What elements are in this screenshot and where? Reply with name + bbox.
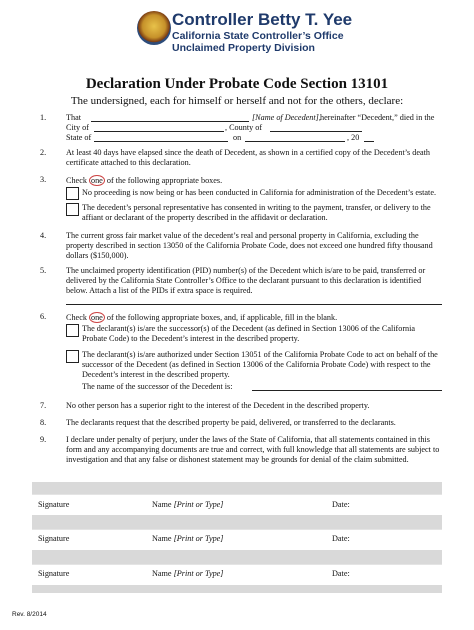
item1-year-label: , 20 <box>347 133 360 142</box>
signature-band <box>32 515 442 529</box>
signature-row-3 <box>32 564 442 586</box>
item6-instruction: Check one of the following appropriate boxes, and, if applicable, fill in the blank. <box>66 313 338 322</box>
item-number-4: 4. <box>40 231 47 240</box>
date-label: Date: <box>332 534 350 543</box>
item5-text: The unclaimed property identification (PID) number(s) of the Decedent which is/are to be paid, transferred or delivered by the California State Controller’s Office to the declarant pursuant to this declaration is identified below. Attach a list of the PIDs if extra space is required. <box>66 266 426 295</box>
signature-row-2 <box>32 529 442 551</box>
item9-text: I declare under penalty of perjury, under the laws of the State of California, that all statements contained in this form and any accompanying documents are true and correct, with full knowledge that all statements are subject to investigation and that any false or dishonest statement may be grounds for denial of the claim submitted. <box>66 435 440 464</box>
item-number-7: 7. <box>40 401 47 410</box>
date-label: Date: <box>332 569 350 578</box>
county-field[interactable] <box>270 131 362 132</box>
item8-text: The declarants request that the described property be paid, delivered, or transferred to the declarants. <box>66 418 396 427</box>
division-name: Unclaimed Property Division <box>172 42 315 54</box>
item7-text: No other person has a superior right to the interest of the Decedent in the described property. <box>66 401 370 410</box>
item6-option1-text: The declarant(s) is/are the successor(s) of the Decedent (as defined in Section 13006 of the California Probate Code) to the Decedent’s interest in the described property. <box>82 324 416 343</box>
death-year-field[interactable] <box>364 141 374 142</box>
item1-that: That <box>66 113 82 122</box>
signature-band <box>32 550 442 564</box>
item6-checkbox-authorized-agent[interactable] <box>66 350 79 363</box>
signature-label: Signature <box>38 569 70 578</box>
state-field[interactable] <box>94 141 228 142</box>
item6-checkbox-successor[interactable] <box>66 324 79 337</box>
item1-on-label: on <box>233 133 242 142</box>
date-label: Date: <box>332 500 350 509</box>
one-circled: one <box>90 313 103 322</box>
city-field[interactable] <box>94 131 224 132</box>
signature-label: Signature <box>38 534 70 543</box>
item3-instruction: Check one of the following appropriate boxes. <box>66 176 223 185</box>
item1-text: hereinafter “Decedent,” died in the <box>320 113 435 122</box>
document-title: Declaration Under Probate Code Section 13101 <box>85 76 389 92</box>
signature-label: Signature <box>38 500 70 509</box>
print-name-field[interactable]: Name [Print or Type] <box>152 569 224 578</box>
item-number-1: 1. <box>40 113 47 122</box>
item1-city-label: City of <box>66 123 89 132</box>
item3-option2-text: The decedent’s personal representative has consented in writing to the payment, transfer, or delivery to the affiant or declarant of the property described in the affidavit or declaration. <box>82 203 431 222</box>
signature-row-1 <box>32 494 442 516</box>
pid-numbers-field[interactable] <box>66 304 442 305</box>
item-number-2: 2. <box>40 148 47 157</box>
item1-decedent-hint: [Name of Decedent], <box>252 113 321 122</box>
item6-option2-text: The declarant(s) is/are authorized under Section 13051 of the California Probate Code to act on behalf of the successor of the Decedent (as defined in Section 13006 of the California Probate Code) with respect to the Decedent’s interest in the described property. <box>82 350 438 379</box>
successor-name-field[interactable] <box>252 390 442 391</box>
successor-name-label: The name of the successor of the Decedent is: <box>82 382 233 391</box>
item3-checkbox-no-proceeding[interactable] <box>66 187 79 200</box>
controller-name: Controller Betty T. Yee <box>172 10 353 29</box>
document-subtitle: The undersigned, each for himself or herself and not for the others, declare: <box>70 95 404 107</box>
item3-checkbox-representative-consent[interactable] <box>66 203 79 216</box>
item-number-9: 9. <box>40 435 47 444</box>
print-name-field[interactable]: Name [Print or Type] <box>152 500 224 509</box>
signature-band <box>32 585 442 593</box>
item-number-8: 8. <box>40 418 47 427</box>
controller-seal-logo <box>137 11 171 45</box>
item3-option1-text: No proceeding is now being or has been conducted in California for administration of the Decedent’s estate. <box>82 188 437 197</box>
revision-note: Rev. 8/2014 <box>12 611 47 618</box>
item-number-6: 6. <box>40 312 47 321</box>
item4-text: The current gross fair market value of the decedent’s real and personal property in California, excluding the property described in section 13050 of the California Probate Code, does not exceed one hundred fifty thousand dollars ($150,000). <box>66 231 433 260</box>
item1-county-label: , County of <box>225 123 263 132</box>
item1-state-label: State of <box>66 133 92 142</box>
item2-text: At least 40 days have elapsed since the death of Decedent, as shown in a certified copy of the Decedent’s death certificate attached to this declaration. <box>66 148 430 167</box>
print-name-field[interactable]: Name [Print or Type] <box>152 534 224 543</box>
death-date-field[interactable] <box>245 141 345 142</box>
item-number-3: 3. <box>40 175 47 184</box>
decedent-name-field[interactable] <box>91 121 249 122</box>
office-name: California State Controller’s Office <box>172 30 344 42</box>
one-circled: one <box>90 176 103 185</box>
signature-band <box>32 482 442 494</box>
item-number-5: 5. <box>40 266 47 275</box>
